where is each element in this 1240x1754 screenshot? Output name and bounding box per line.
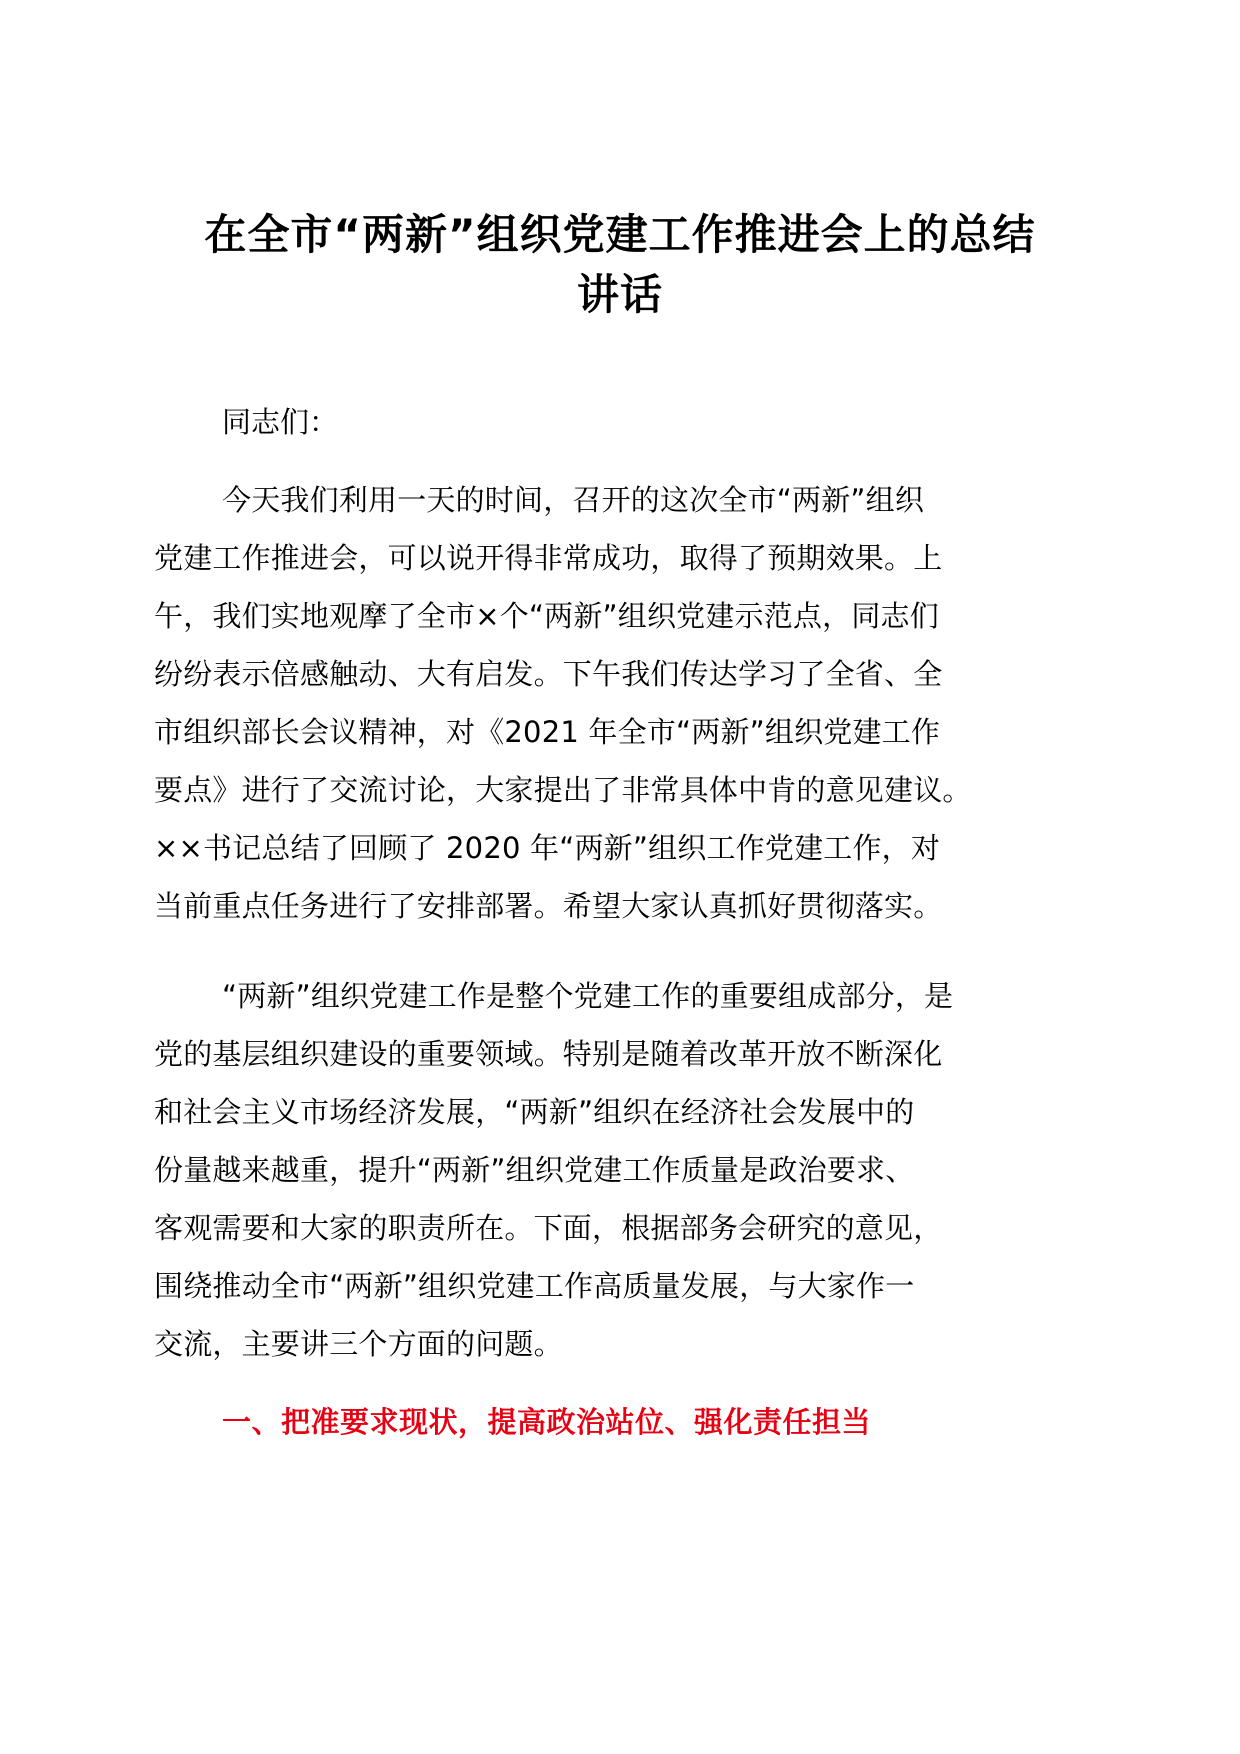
paragraph-line: 党建工作推进会，可以说开得非常成功，取得了预期效果。上	[154, 541, 943, 575]
document-title	[150, 205, 1090, 325]
paragraph-1	[154, 471, 1094, 935]
paragraph-line: 市组织部长会议精神，对《2021 年全市“两新”组织党建工作	[154, 715, 941, 749]
paragraph-line: 党的基层组织建设的重要领域。特别是随着改革开放不断深化	[154, 1037, 943, 1071]
section-heading: 一、把准要求现状，提高政治站位、强化责任担当	[222, 1405, 872, 1439]
paragraph-line: 今天我们利用一天的时间，召开的这次全市“两新”组织	[222, 483, 925, 517]
paragraph-line: 纷纷表示倍感触动、大有启发。下午我们传达学习了全省、全	[154, 657, 943, 691]
paragraph-line: 围绕推动全市“两新”组织党建工作高质量发展，与大家作一	[154, 1269, 915, 1303]
paragraph-line: 要点》进行了交流讨论，大家提出了非常具体中肯的意见建议。	[154, 773, 972, 807]
paragraph-line: 当前重点任务进行了安排部署。希望大家认真抓好贯彻落实。	[154, 889, 943, 923]
salutation: 同志们：	[222, 405, 339, 439]
paragraph-line: ××书记总结了回顾了 2020 年“两新”组织工作党建工作，对	[154, 831, 941, 865]
paragraph-line: “两新”组织党建工作是整个党建工作的重要组成部分，是	[222, 979, 954, 1013]
title-line: 在全市“两新”组织党建工作推进会上的总结	[204, 210, 1036, 259]
paragraph-line: 交流，主要讲三个方面的问题。	[154, 1327, 563, 1361]
paragraph-line: 午，我们实地观摩了全市×个“两新”组织党建示范点，同志们	[154, 599, 939, 633]
title-line: 讲话	[576, 270, 663, 319]
paragraph-line: 和社会主义市场经济发展，“两新”组织在经济社会发展中的	[154, 1095, 915, 1129]
paragraph-line: 客观需要和大家的职责所在。下面，根据部务会研究的意见，	[154, 1211, 943, 1245]
paragraph-line: 份量越来越重，提升“两新”组织党建工作质量是政治要求、	[154, 1153, 915, 1187]
paragraph-2	[154, 967, 1094, 1373]
